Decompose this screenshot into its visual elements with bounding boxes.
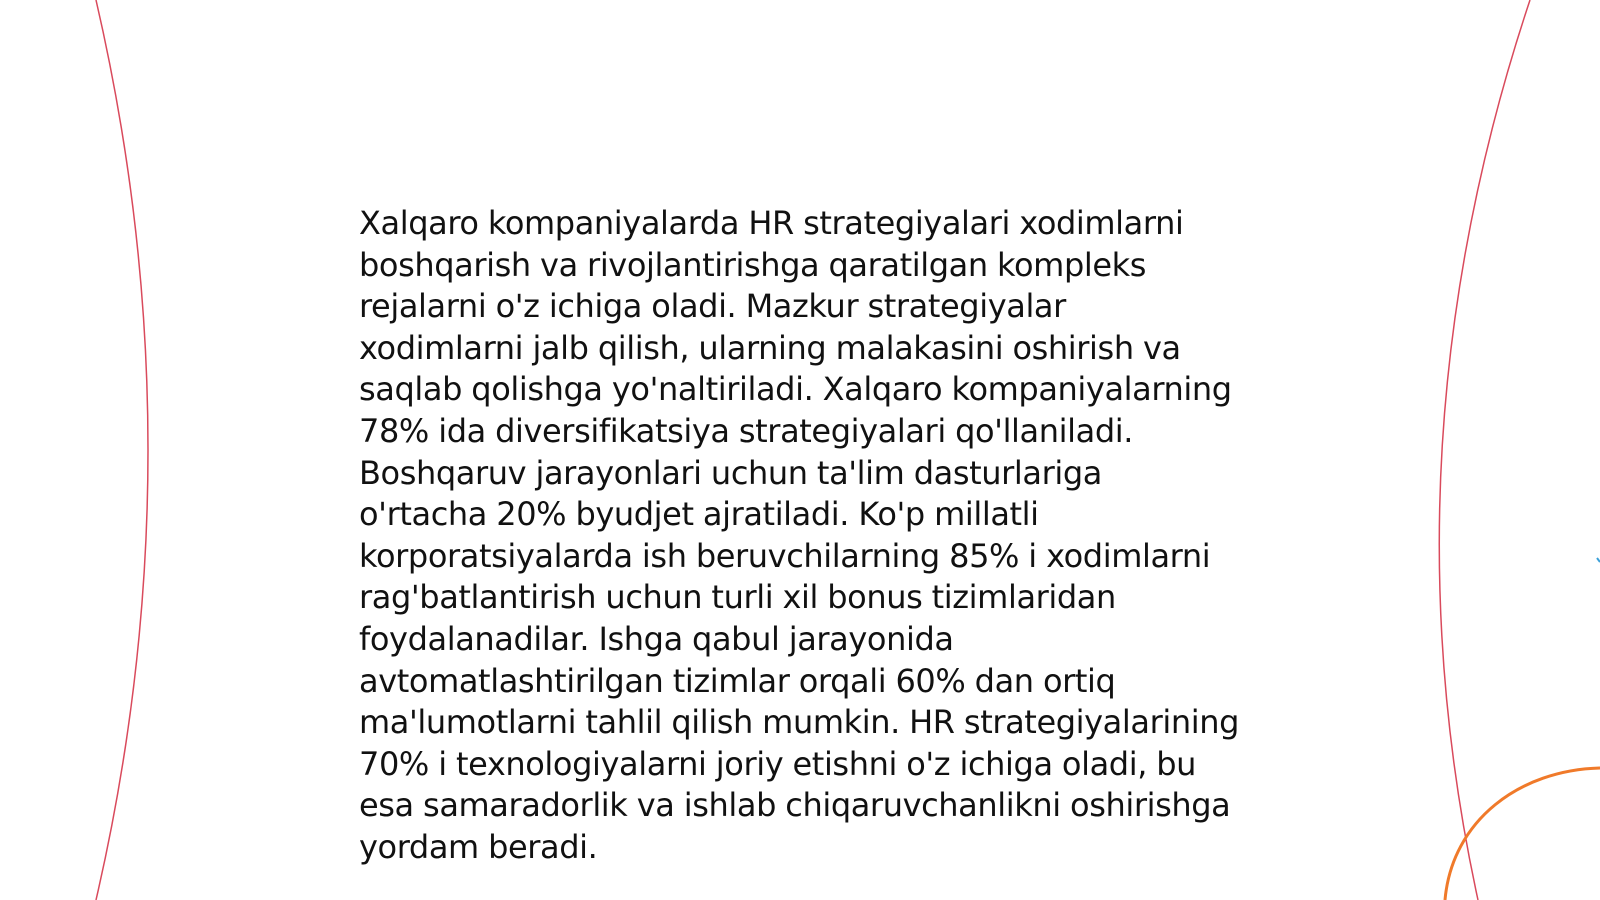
body-paragraph: Xalqaro kompaniyalarda HR strategiyalari xodimlarni boshqarish va rivojlantirishga qaratilgan kompleks rejalarni o'z ichiga oladi. Mazkur strategiyalar xodimlarni jalb qilish, ularning malakasini oshirish va saqlab qolishga yo'naltiriladi. Xalqaro kompaniyalarning 78% ida diversifikatsiya strategiyalari qo'llaniladi. Boshqaruv jarayonlari uchun ta'lim dasturlariga o'rtacha 20% byudjet ajratiladi. Ko'p millatli korporatsiyalarda ish beruvchilarning 85% i xodimlarni rag'batlantirish uchun turli xil bonus tizimlaridan foydalanadilar. Ishga qabul jarayonida avtomatlashtirilgan tizimlar orqali 60% dan ortiq ma'lumotlarni tahlil qilish mumkin. HR strategiyalarining 70% i texnologiyalarni joriy etishni o'z ichiga oladi, bu esa samaradorlik va ishlab chiqaruvchanlikni oshirishga yordam beradi. bbox=[359, 204, 1239, 866]
left-curve bbox=[96, 0, 148, 900]
orange-arc bbox=[1445, 768, 1600, 900]
right-curve bbox=[1439, 0, 1530, 900]
